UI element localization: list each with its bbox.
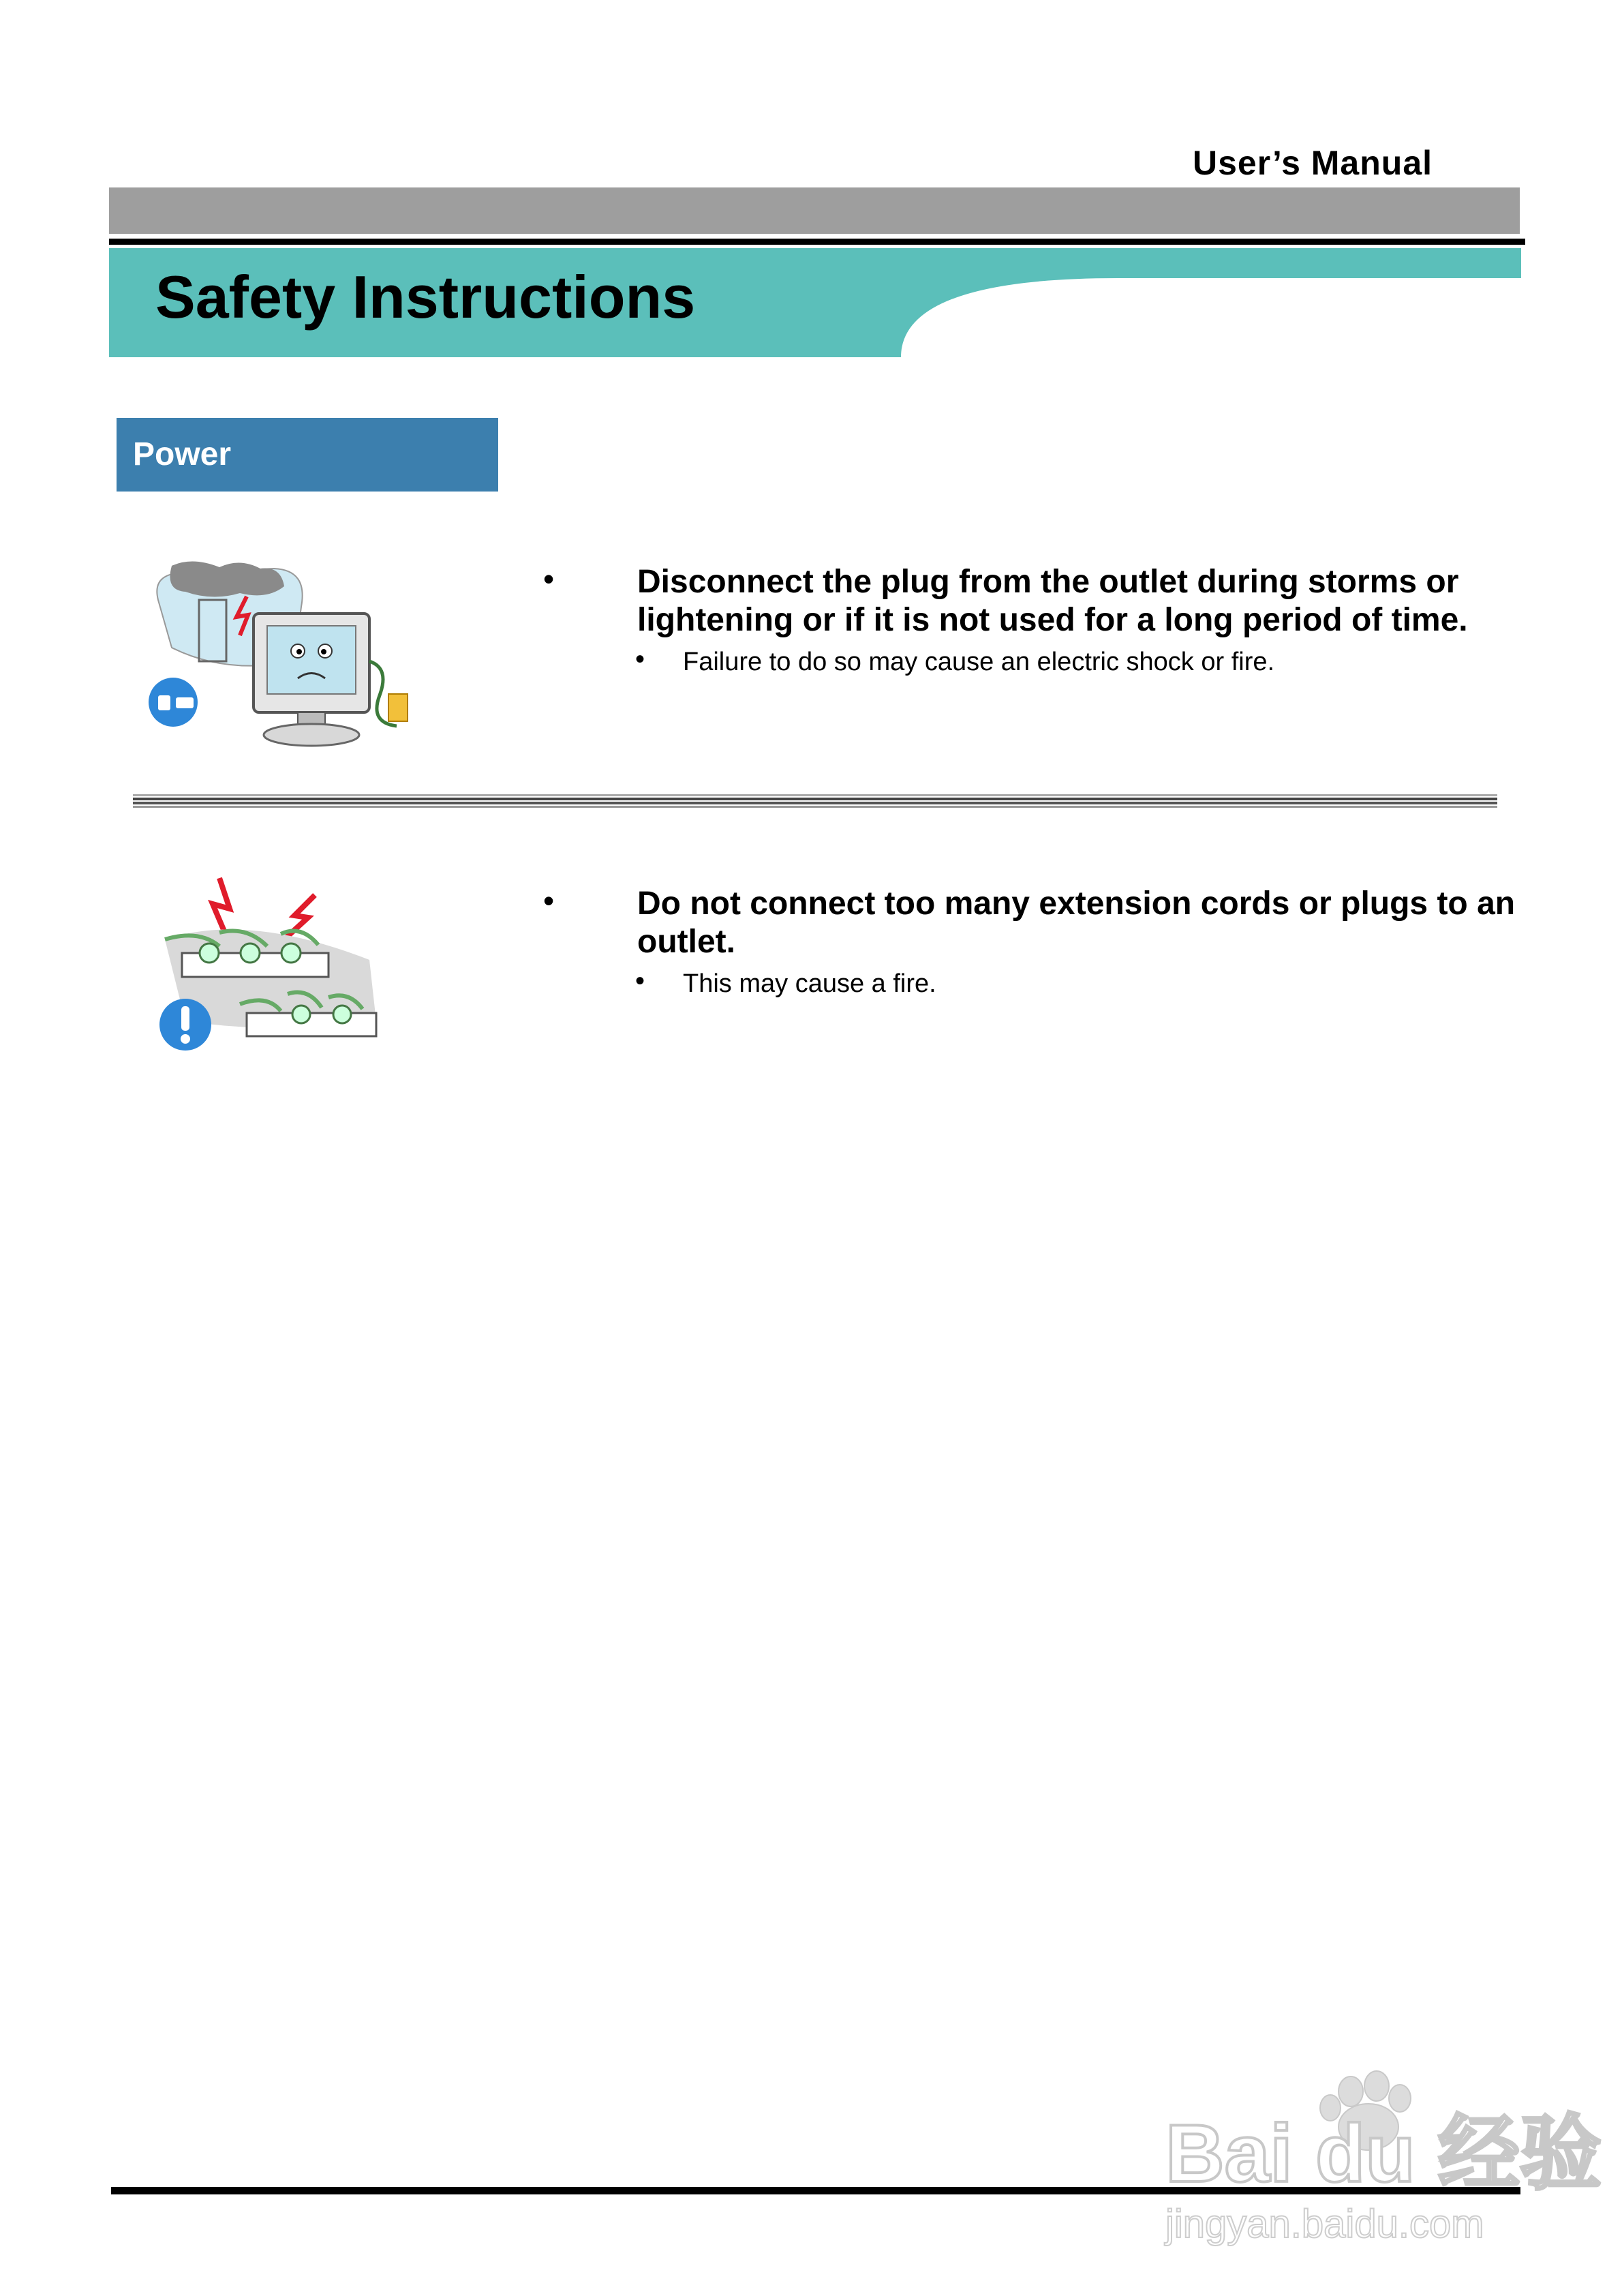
instruction-text: Do not connect too many extension cords or plugs to an outlet. (637, 886, 1516, 960)
header-rule (109, 239, 1525, 245)
baidu-jingyan-watermark (1152, 2059, 1602, 2250)
instruction-detail: This may cause a fire. (683, 969, 936, 998)
category-tab-power: Power (117, 418, 498, 492)
watermark-brand: Bai du 经验 (1165, 2108, 1602, 2199)
bullet-icon: • (543, 883, 555, 918)
page-title: Safety Instructions (155, 263, 696, 331)
section-divider (133, 794, 1497, 811)
monitor-icon (254, 614, 369, 746)
manual-title: User’s Manual (1193, 144, 1433, 182)
monitor-unplug-during-storm-illustration (144, 559, 417, 750)
header-gray-bar (109, 187, 1520, 234)
instruction-text: Disconnect the plug from the outlet during storms or lightening or if it is not used for a long period of time. (637, 564, 1468, 638)
sub-bullet-icon: • (635, 966, 645, 996)
instruction-detail: Failure to do so may cause an electric shock or fire. (683, 648, 1275, 676)
watermark-url: jingyan.baidu.com (1165, 2202, 1484, 2246)
sub-bullet-icon: • (635, 644, 645, 674)
overloaded-power-strip-illustration (144, 858, 403, 1055)
bullet-icon: • (543, 561, 555, 596)
